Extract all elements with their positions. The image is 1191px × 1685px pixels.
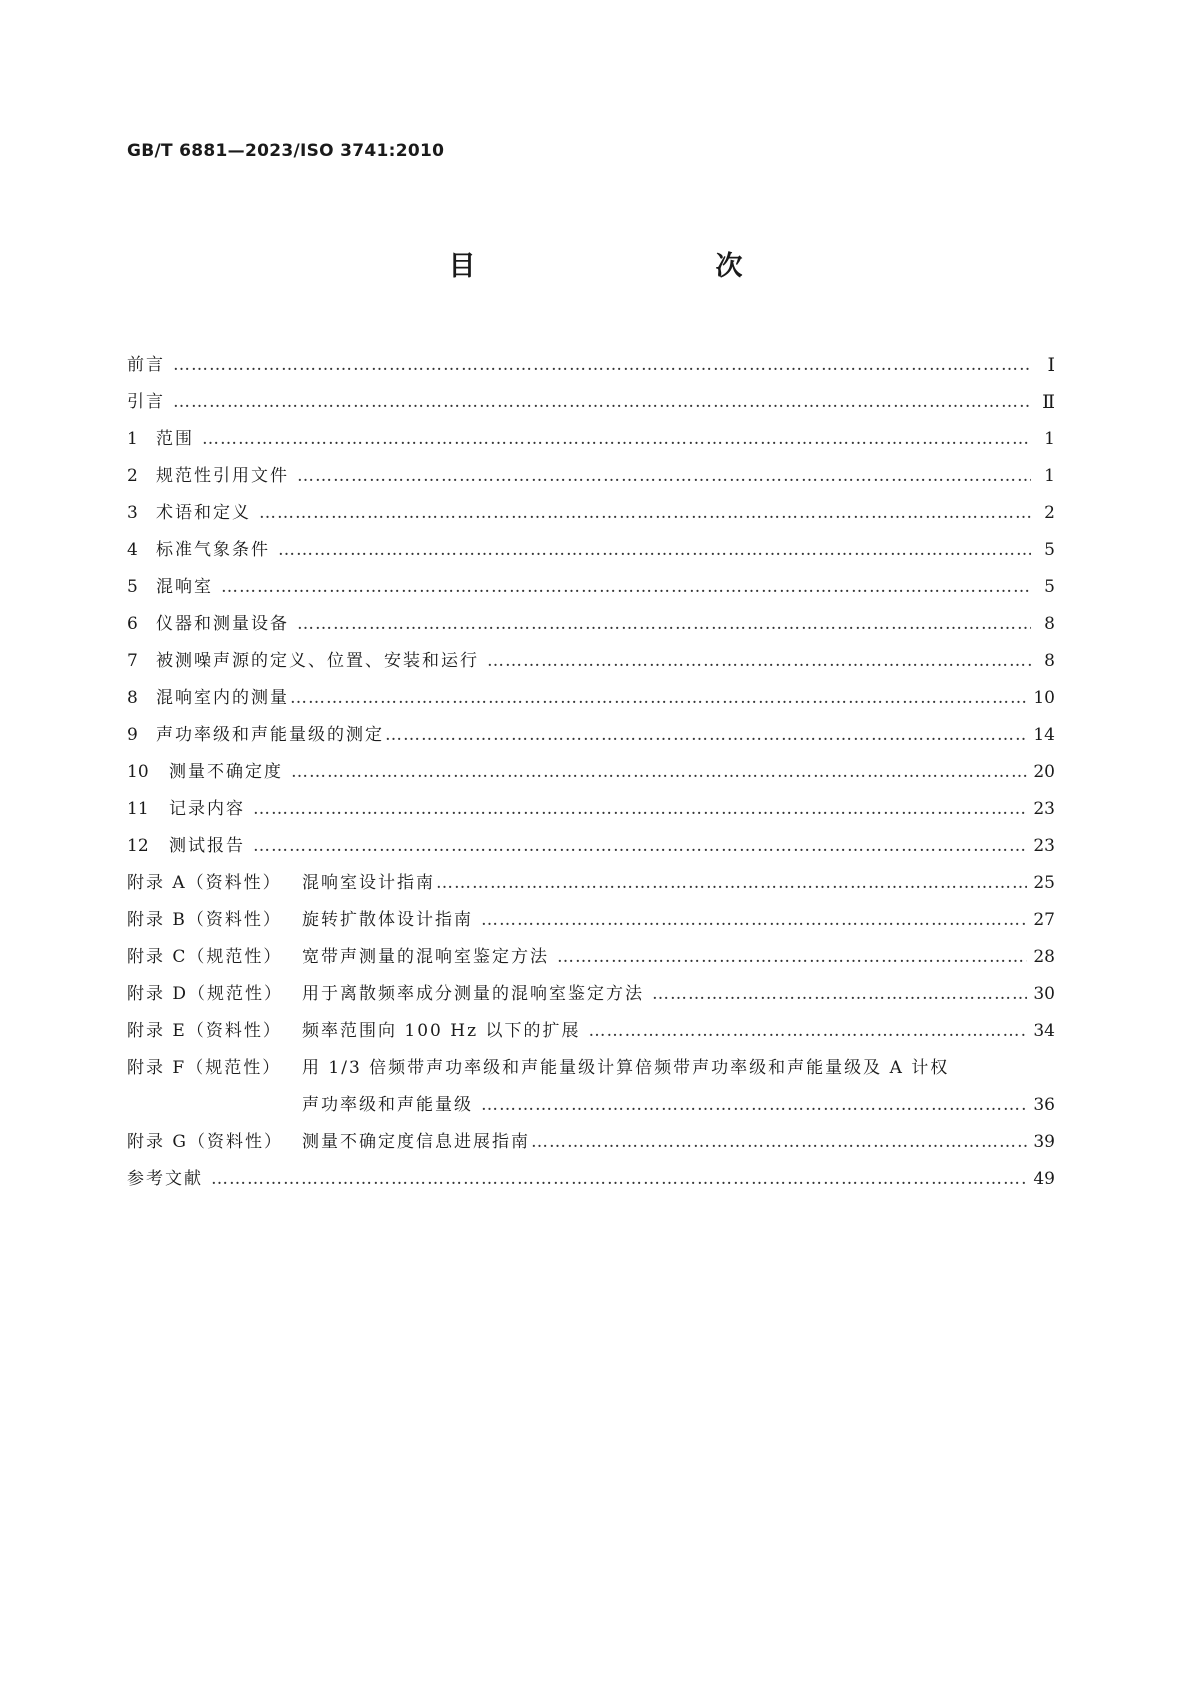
leader-dots — [173, 354, 1031, 376]
toc-entry-label: 仪器和测量设备 — [156, 614, 289, 634]
leader-dots — [652, 983, 1027, 1005]
annex-prefix: 附录 G（资料性） — [127, 1132, 283, 1152]
leader-dots — [481, 909, 1027, 931]
toc-entry-foreword[interactable] — [127, 339, 1055, 376]
toc-page-number: 25 — [1033, 873, 1055, 893]
leader-dots — [531, 1131, 1027, 1153]
toc-entry-10[interactable] — [127, 746, 1055, 783]
toc-page-number: 49 — [1033, 1169, 1055, 1189]
toc-entry-label: 测量不确定度 — [169, 762, 283, 782]
toc-entry-4[interactable] — [127, 524, 1055, 561]
toc-section-number: 2 — [127, 466, 138, 486]
toc-entry-annex-d[interactable] — [127, 968, 1055, 1005]
toc-entry-label: 混响室设计指南 — [302, 873, 435, 893]
toc-section-number: 6 — [127, 614, 138, 634]
toc-page-number: 30 — [1033, 984, 1055, 1004]
toc-entry-2[interactable] — [127, 450, 1055, 487]
toc-entry-label: 规范性引用文件 — [156, 466, 289, 486]
leader-dots — [253, 798, 1027, 820]
leader-dots — [481, 1094, 1027, 1116]
toc-entry-label: 测试报告 — [169, 836, 245, 856]
toc-entry-11[interactable] — [127, 783, 1055, 820]
leader-dots — [557, 946, 1027, 968]
annex-prefix: 附录 B（资料性） — [127, 910, 282, 930]
toc-entry-label: 宽带声测量的混响室鉴定方法 — [302, 947, 549, 967]
annex-prefix: 附录 C（规范性） — [127, 947, 283, 967]
toc-entry-annex-e[interactable] — [127, 1005, 1055, 1042]
toc-page-number: 23 — [1033, 799, 1055, 819]
leader-dots — [297, 613, 1031, 635]
toc-entry-label: 混响室 — [156, 577, 213, 597]
toc-entry-label: 用 1/3 倍频带声功率级和声能量级计算倍频带声功率级和声能量级及 A 计权 — [302, 1058, 950, 1078]
toc-page-number: Ⅰ — [1047, 354, 1055, 376]
toc-page-number: 14 — [1033, 725, 1055, 745]
toc-entry-label: 前言 — [127, 355, 165, 375]
toc-entry-9[interactable] — [127, 709, 1055, 746]
toc-section-number: 8 — [127, 688, 138, 708]
toc-page-number: 34 — [1033, 1021, 1055, 1041]
toc-page-number: 39 — [1033, 1132, 1055, 1152]
toc-entry-label: 术语和定义 — [156, 503, 251, 523]
leader-dots — [253, 835, 1027, 857]
toc-entry-label: 旋转扩散体设计指南 — [302, 910, 473, 930]
toc-entry-annex-f-continued[interactable] — [127, 1079, 1055, 1116]
table-of-contents — [127, 339, 1055, 1190]
toc-entry-introduction[interactable] — [127, 376, 1055, 413]
toc-entry-7[interactable] — [127, 635, 1055, 672]
toc-entry-annex-b[interactable] — [127, 894, 1055, 931]
leader-dots — [259, 502, 1031, 524]
annex-prefix: 附录 E（资料性） — [127, 1021, 282, 1041]
toc-entry-label-continued: 声功率级和声能量级 — [302, 1095, 473, 1115]
toc-section-number: 4 — [127, 540, 138, 560]
annex-prefix: 附录 F（规范性） — [127, 1058, 282, 1078]
toc-entry-label: 声功率级和声能量级的测定 — [156, 725, 384, 745]
leader-dots — [588, 1020, 1027, 1042]
toc-entry-bibliography[interactable] — [127, 1153, 1055, 1190]
toc-page-number: Ⅱ — [1042, 391, 1055, 413]
leader-dots — [385, 724, 1027, 746]
standard-number: GB/T 6881—2023/ISO 3741:2010 — [127, 141, 445, 161]
toc-section-number: 11 — [127, 799, 149, 819]
leader-dots — [297, 465, 1031, 487]
leader-dots — [173, 391, 1031, 413]
toc-entry-annex-f[interactable] — [127, 1042, 1055, 1079]
toc-entry-label: 测量不确定度信息进展指南 — [302, 1132, 530, 1152]
toc-entry-label: 标准气象条件 — [156, 540, 270, 560]
toc-entry-label: 参考文献 — [127, 1169, 203, 1189]
toc-entry-annex-a[interactable] — [127, 857, 1055, 894]
toc-entry-6[interactable] — [127, 598, 1055, 635]
toc-entry-label: 记录内容 — [169, 799, 245, 819]
leader-dots — [291, 761, 1027, 783]
toc-page-number: 8 — [1044, 651, 1055, 671]
toc-page-number: 23 — [1033, 836, 1055, 856]
toc-entry-5[interactable] — [127, 561, 1055, 598]
toc-entry-1[interactable] — [127, 413, 1055, 450]
toc-page-number: 5 — [1044, 577, 1055, 597]
toc-entry-label: 被测噪声源的定义、位置、安装和运行 — [156, 651, 479, 671]
toc-page-number: 5 — [1044, 540, 1055, 560]
toc-entry-8[interactable] — [127, 672, 1055, 709]
leader-dots — [211, 1168, 1027, 1190]
toc-entry-annex-g[interactable] — [127, 1116, 1055, 1153]
toc-page-number: 28 — [1033, 947, 1055, 967]
toc-section-number: 10 — [127, 762, 149, 782]
toc-page-number: 27 — [1033, 910, 1055, 930]
toc-page-number: 2 — [1044, 503, 1055, 523]
leader-dots — [278, 539, 1031, 561]
toc-section-number: 9 — [127, 725, 138, 745]
toc-page-number: 36 — [1033, 1095, 1055, 1115]
annex-prefix: 附录 A（资料性） — [127, 873, 282, 893]
toc-page-number: 10 — [1033, 688, 1055, 708]
toc-entry-12[interactable] — [127, 820, 1055, 857]
leader-dots — [487, 650, 1031, 672]
toc-entry-label: 频率范围向 100 Hz 以下的扩展 — [302, 1021, 581, 1041]
leader-dots — [436, 872, 1027, 894]
toc-page-number: 20 — [1033, 762, 1055, 782]
toc-section-number: 1 — [127, 429, 138, 449]
page-title: 目 次 — [448, 251, 805, 282]
leader-dots — [202, 428, 1031, 450]
toc-entry-label: 引言 — [127, 392, 165, 412]
toc-page-number: 1 — [1044, 466, 1055, 486]
toc-entry-label: 范围 — [156, 429, 194, 449]
toc-section-number: 5 — [127, 577, 138, 597]
toc-entry-label: 用于离散频率成分测量的混响室鉴定方法 — [302, 984, 644, 1004]
toc-section-number: 3 — [127, 503, 138, 523]
toc-page-number: 1 — [1044, 429, 1055, 449]
toc-entry-annex-c[interactable] — [127, 931, 1055, 968]
leader-dots — [290, 687, 1027, 709]
toc-page-number: 8 — [1044, 614, 1055, 634]
annex-prefix: 附录 D（规范性） — [127, 984, 284, 1004]
toc-entry-label: 混响室内的测量 — [156, 688, 289, 708]
toc-section-number: 12 — [127, 836, 149, 856]
leader-dots — [221, 576, 1031, 598]
toc-section-number: 7 — [127, 651, 138, 671]
toc-entry-3[interactable] — [127, 487, 1055, 524]
